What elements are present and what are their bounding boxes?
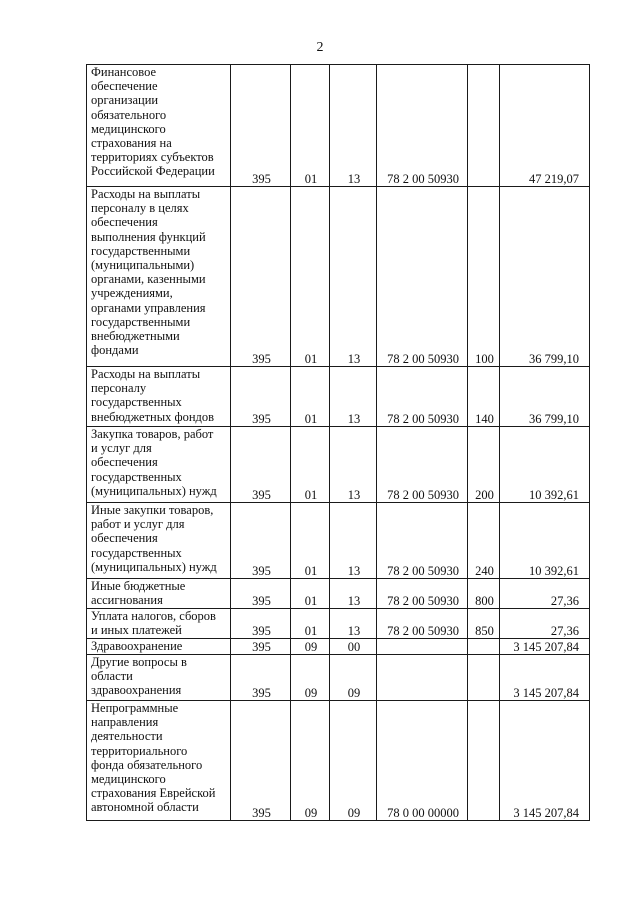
- row-target-code: 78 2 00 50930: [377, 609, 468, 639]
- table-row: [87, 427, 590, 503]
- row-name: Расходы на выплаты персоналу в целях обеспечения выполнения функций государственными (муниципальными) органами, казенными учреждениями, органами управления государственными внебюджетными фондами: [87, 187, 231, 367]
- row-name: Уплата налогов, сборов и иных платежей: [87, 609, 231, 639]
- row-section-code: 01: [291, 65, 330, 187]
- row-section-code: 01: [291, 187, 330, 367]
- row-expense-type: [468, 65, 500, 187]
- row-expense-type: 200: [468, 427, 500, 503]
- row-amount: 10 392,61: [500, 427, 590, 503]
- table-row: [87, 187, 590, 367]
- row-subsection-code: 13: [330, 65, 377, 187]
- row-admin-code: 395: [231, 609, 291, 639]
- row-target-code: 78 2 00 50930: [377, 427, 468, 503]
- row-section-code: 01: [291, 367, 330, 427]
- page-number: 2: [316, 40, 324, 55]
- row-section-code: 09: [291, 655, 330, 701]
- table-row: [87, 655, 590, 701]
- row-name: Иные бюджетные ассигнования: [87, 579, 231, 609]
- row-amount: 3 145 207,84: [500, 701, 590, 821]
- table-row: [87, 701, 590, 821]
- row-target-code: [377, 639, 468, 655]
- row-subsection-code: 13: [330, 187, 377, 367]
- row-admin-code: 395: [231, 503, 291, 579]
- row-subsection-code: 09: [330, 655, 377, 701]
- row-name: Финансовое обеспечение организации обязательного медицинского страхования на территориях субъектов Российской Федерации: [87, 65, 231, 187]
- row-expense-type: 100: [468, 187, 500, 367]
- row-name: Непрограммные направления деятельности территориального фонда обязательного медицинского страхования Еврейской автономной области: [87, 701, 231, 821]
- row-amount: 3 145 207,84: [500, 655, 590, 701]
- row-subsection-code: 00: [330, 639, 377, 655]
- row-subsection-code: 13: [330, 503, 377, 579]
- row-admin-code: 395: [231, 187, 291, 367]
- row-admin-code: 395: [231, 579, 291, 609]
- row-subsection-code: 13: [330, 579, 377, 609]
- row-name: Расходы на выплаты персоналу государственных внебюджетных фондов: [87, 367, 231, 427]
- row-subsection-code: 13: [330, 367, 377, 427]
- row-expense-type: [468, 701, 500, 821]
- row-expense-type: 240: [468, 503, 500, 579]
- budget-table-body: [87, 65, 590, 821]
- row-section-code: 09: [291, 701, 330, 821]
- row-admin-code: 395: [231, 655, 291, 701]
- row-target-code: 78 2 00 50930: [377, 503, 468, 579]
- row-target-code: 78 2 00 50930: [377, 65, 468, 187]
- row-section-code: 01: [291, 609, 330, 639]
- budget-table: [86, 64, 590, 821]
- row-section-code: 01: [291, 503, 330, 579]
- row-admin-code: 395: [231, 701, 291, 821]
- row-expense-type: [468, 655, 500, 701]
- row-target-code: 78 0 00 00000: [377, 701, 468, 821]
- table-row: [87, 639, 590, 655]
- row-amount: 27,36: [500, 579, 590, 609]
- row-amount: 27,36: [500, 609, 590, 639]
- row-name: Закупка товаров, работ и услуг для обеспечения государственных (муниципальных) нужд: [87, 427, 231, 503]
- table-row: [87, 65, 590, 187]
- row-target-code: 78 2 00 50930: [377, 367, 468, 427]
- row-admin-code: 395: [231, 427, 291, 503]
- table-row: [87, 579, 590, 609]
- row-expense-type: [468, 639, 500, 655]
- row-subsection-code: 13: [330, 609, 377, 639]
- row-amount: 36 799,10: [500, 367, 590, 427]
- row-target-code: [377, 655, 468, 701]
- table-row: [87, 503, 590, 579]
- row-section-code: 01: [291, 579, 330, 609]
- row-amount: 47 219,07: [500, 65, 590, 187]
- row-amount: 36 799,10: [500, 187, 590, 367]
- table-row: [87, 367, 590, 427]
- row-expense-type: 800: [468, 579, 500, 609]
- row-expense-type: 140: [468, 367, 500, 427]
- row-section-code: 01: [291, 427, 330, 503]
- row-admin-code: 395: [231, 367, 291, 427]
- row-amount: 3 145 207,84: [500, 639, 590, 655]
- row-subsection-code: 09: [330, 701, 377, 821]
- row-section-code: 09: [291, 639, 330, 655]
- row-expense-type: 850: [468, 609, 500, 639]
- row-amount: 10 392,61: [500, 503, 590, 579]
- row-target-code: 78 2 00 50930: [377, 579, 468, 609]
- row-admin-code: 395: [231, 65, 291, 187]
- row-target-code: 78 2 00 50930: [377, 187, 468, 367]
- row-admin-code: 395: [231, 639, 291, 655]
- row-subsection-code: 13: [330, 427, 377, 503]
- row-name: Другие вопросы в области здравоохранения: [87, 655, 231, 701]
- table-row: [87, 609, 590, 639]
- row-name: Иные закупки товаров, работ и услуг для обеспечения государственных (муниципальных) нужд: [87, 503, 231, 579]
- row-name: Здравоохранение: [87, 639, 231, 655]
